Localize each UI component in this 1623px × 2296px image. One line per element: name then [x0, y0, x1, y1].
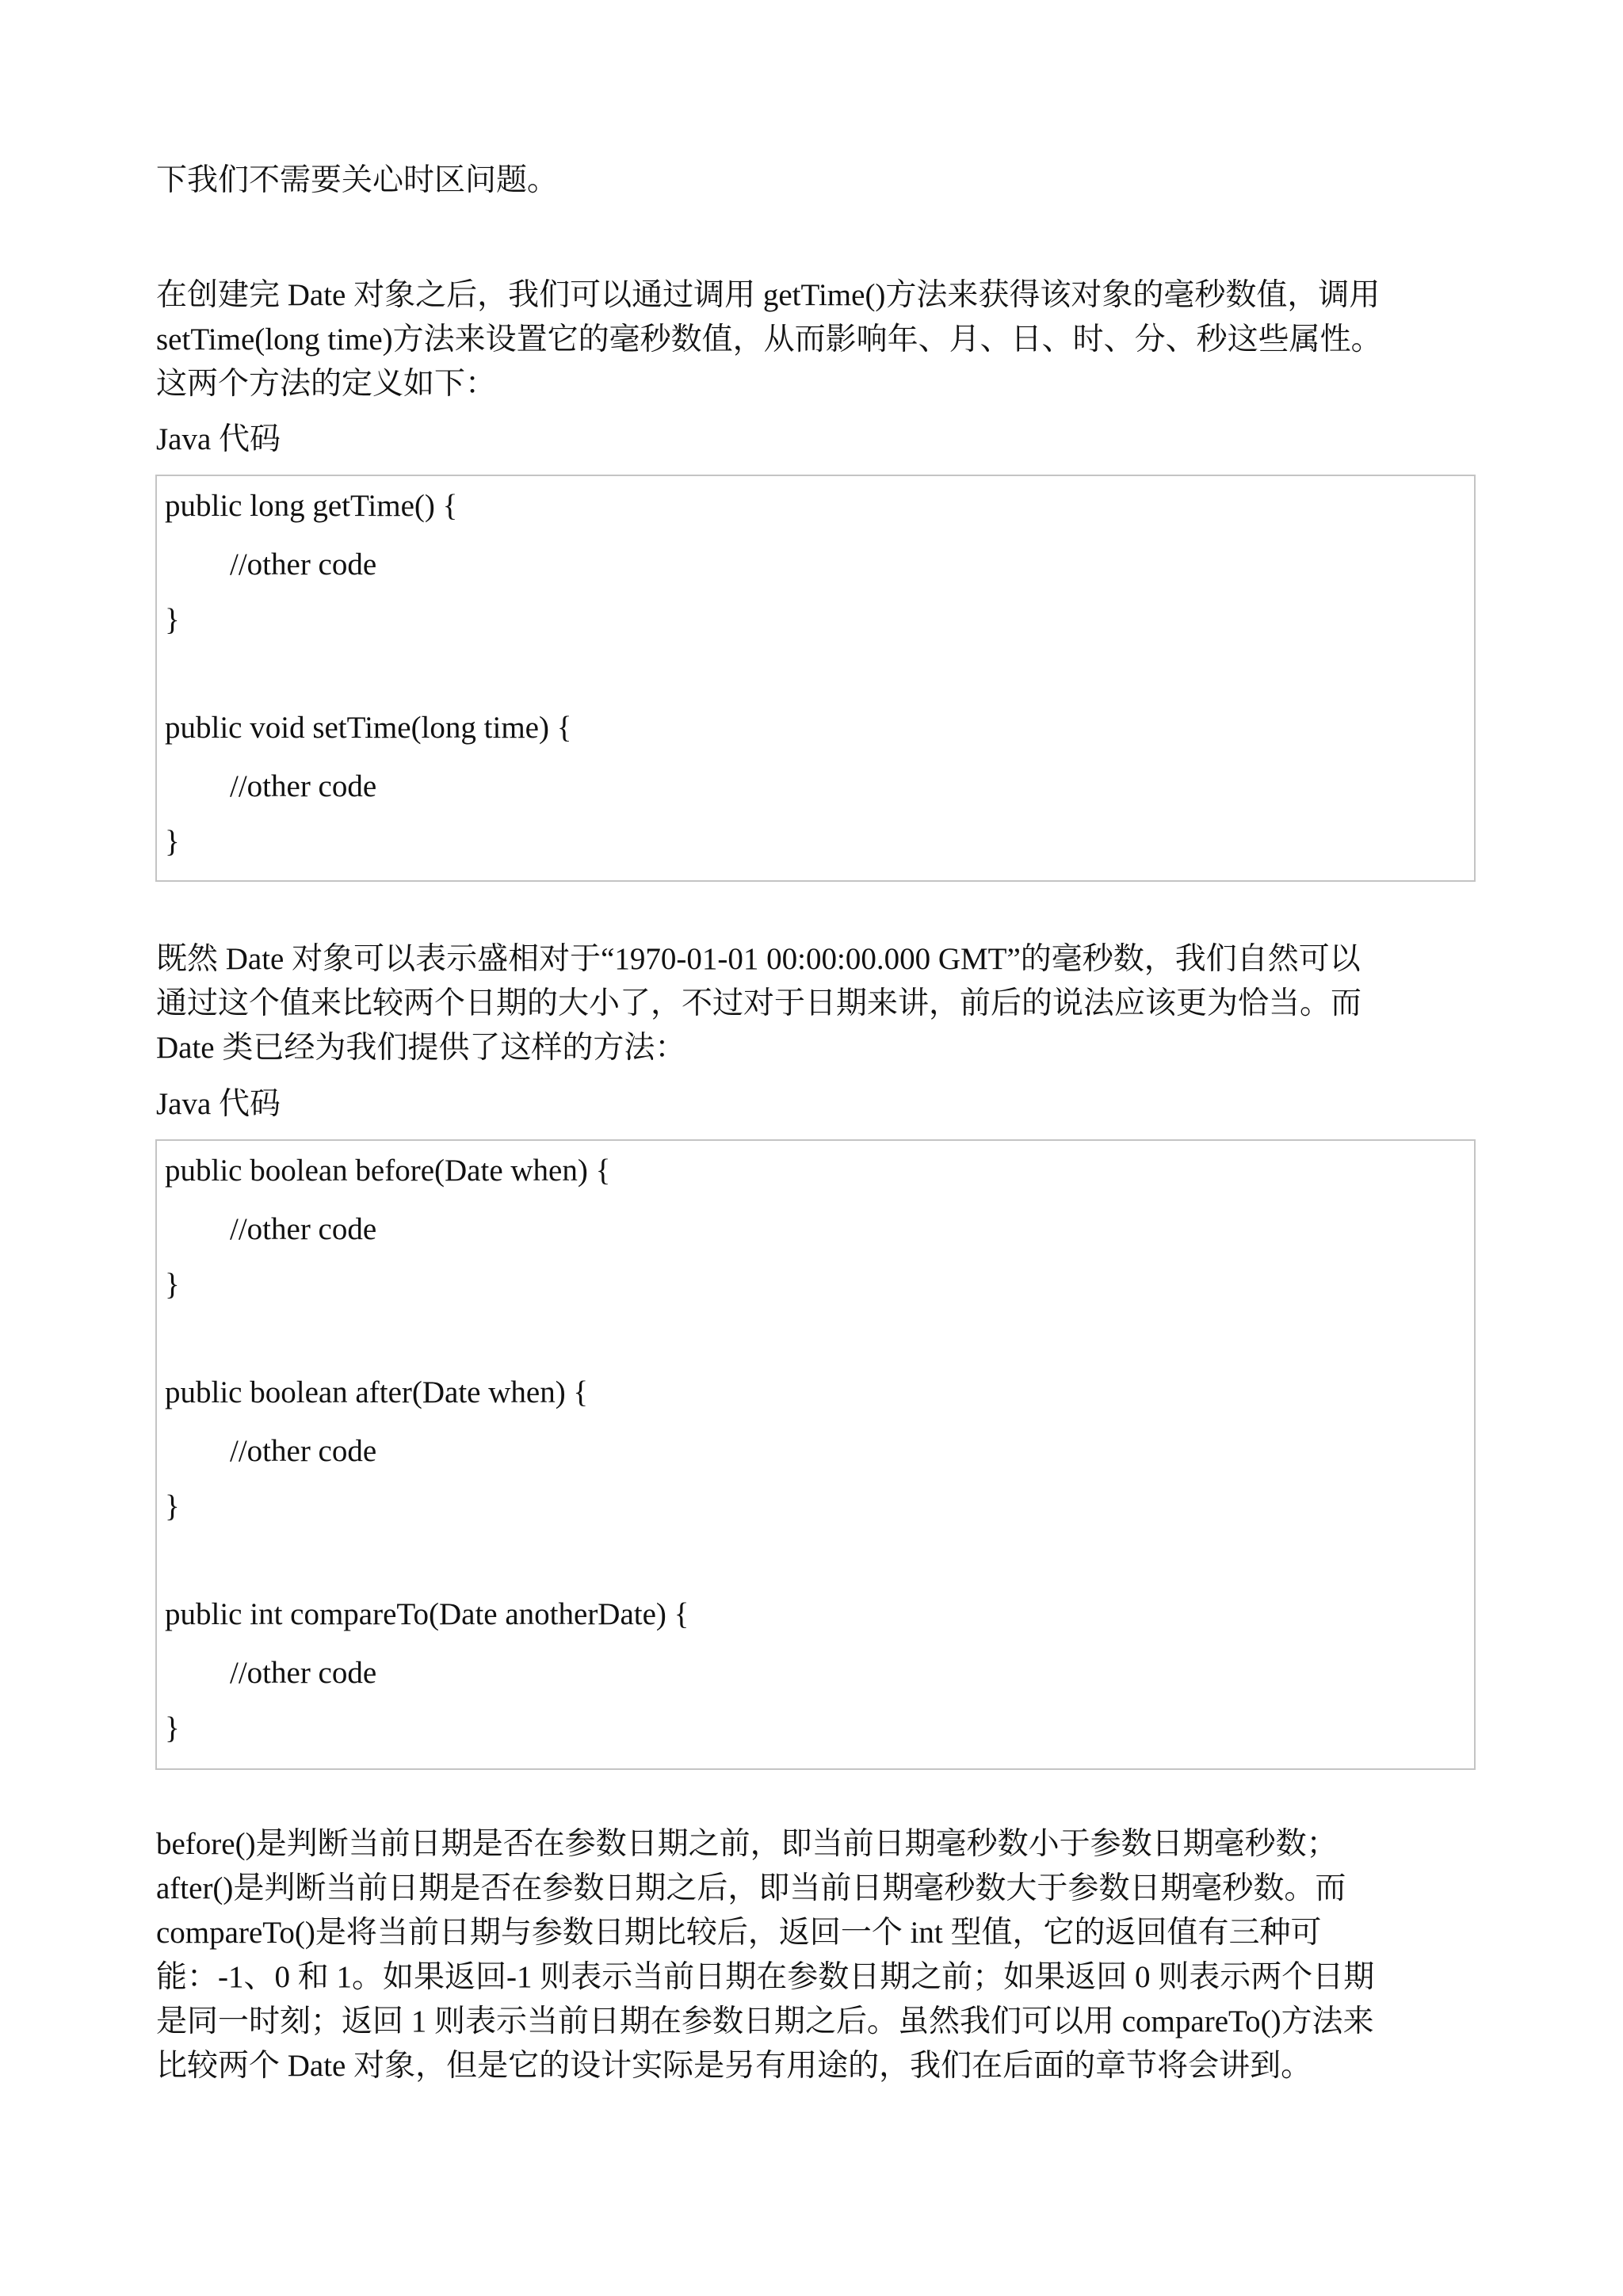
text-line: 在创建完 Date 对象之后，我们可以通过调用 getTime()方法来获得该对象的毫秒数值，调用 — [156, 278, 1381, 312]
paragraph-method-explanation — [156, 1822, 1480, 2088]
text-line: Date 类已经为我们提供了这样的方法： — [156, 1031, 686, 1065]
code-line: public long getTime() { — [165, 489, 458, 523]
text-line: 比较两个 Date 对象，但是它的设计实际是另有用途的，我们在后面的章节将会讲到。 — [156, 2049, 1312, 2083]
text-line: setTime(long time)方法来设置它的毫秒数值，从而影响年、月、日、时、分、秒这些属性。 — [156, 322, 1382, 357]
code-line: //other code — [230, 547, 377, 582]
code-line: //other code — [230, 1212, 377, 1246]
code-line: public void setTime(long time) { — [165, 711, 572, 745]
code-label: Java 代码 — [156, 422, 281, 456]
code-line: } — [165, 603, 180, 637]
code-label: Java 代码 — [156, 1087, 281, 1121]
code-line: } — [165, 825, 180, 859]
code-line: //other code — [230, 769, 377, 803]
code-line: public boolean after(Date when) { — [165, 1375, 589, 1409]
text-line: 能：-1、0 和 1。如果返回-1 则表示当前日期在参数日期之前；如果返回 0 则表示两个日期 — [156, 1960, 1375, 1994]
code-line: public int compareTo(Date anotherDate) { — [165, 1597, 689, 1631]
text-line: 既然 Date 对象可以表示盛相对于“1970-01-01 00:00:00.000 GMT”的毫秒数，我们自然可以 — [156, 942, 1361, 976]
text-line: 下我们不需要关心时区问题。 — [156, 163, 559, 197]
text-line: compareTo()是将当前日期与参数日期比较后，返回一个 int 型值，它的返回值有三种可 — [156, 1916, 1322, 1950]
text-line: after()是判断当前日期是否在参数日期之后，即当前日期毫秒数大于参数日期毫秒数。而 — [156, 1871, 1346, 1905]
paragraph-timezone-note — [156, 158, 1480, 203]
text-line: 这两个方法的定义如下： — [156, 367, 497, 401]
code-line: //other code — [230, 1434, 377, 1468]
paragraph-date-comparison — [156, 937, 1480, 1070]
text-line: 通过这个值来比较两个日期的大小了，不过对于日期来讲，前后的说法应该更为恰当。而 — [156, 986, 1362, 1020]
code-line: public boolean before(Date when) { — [165, 1154, 611, 1188]
code-line: } — [165, 1268, 180, 1302]
text-line: before()是判断当前日期是否在参数日期之前，即当前日期毫秒数小于参数日期毫秒数； — [156, 1827, 1338, 1861]
code-block-before-after-compareto — [155, 1139, 1476, 1770]
code-line: } — [165, 1489, 180, 1524]
code-line: //other code — [230, 1656, 377, 1690]
text-line: 是同一时刻；返回 1 则表示当前日期在参数日期之后。虽然我们可以用 compareTo()方法来 — [156, 2004, 1374, 2039]
code-block-gettime-settime — [155, 475, 1476, 882]
code-line: } — [165, 1711, 180, 1745]
paragraph-gettime-settime — [156, 273, 1480, 406]
